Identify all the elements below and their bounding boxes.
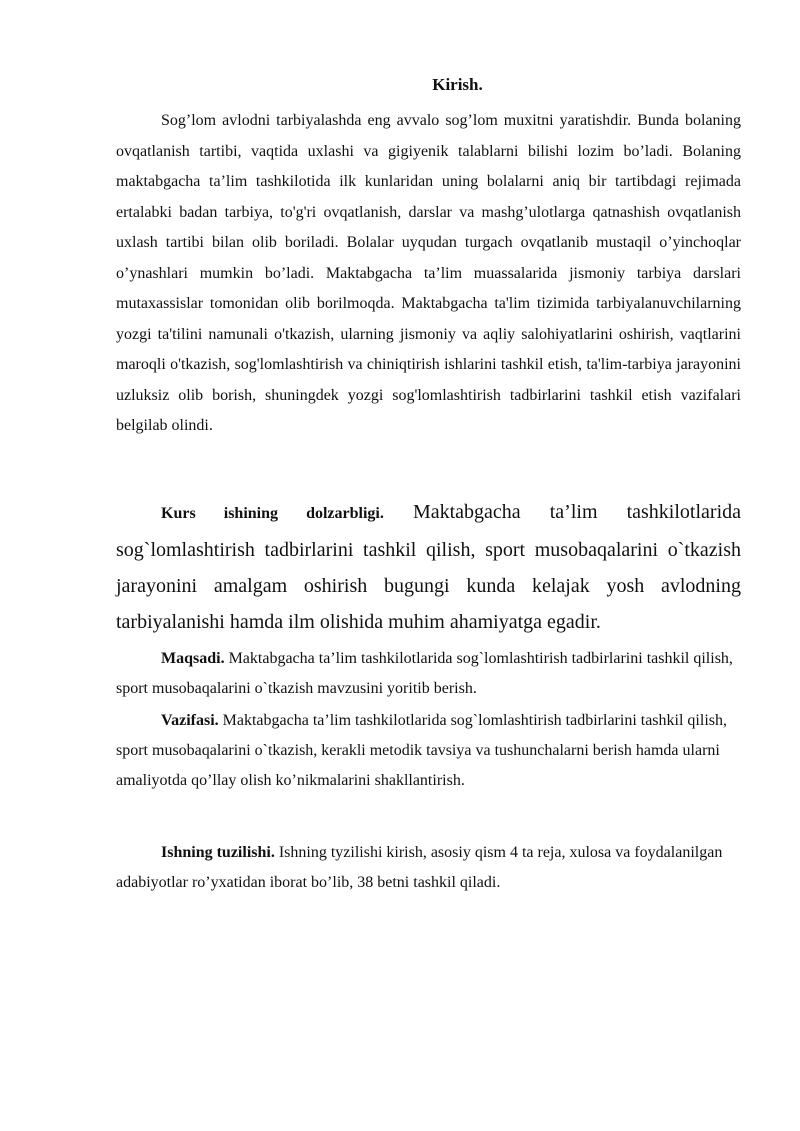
relevance-text: Maktabgacha ta’lim tashkilotlarida sog`lomlashtirish tadbirlarini tashkil qilish, sport musobaqalarini o`tkazish jarayonini amalgam oshirish bugungi kunda kelajak yosh avlodning tarbiyalanishi hamda ilm olishida muhim ahamiyatga egadir. bbox=[116, 501, 742, 633]
goal-paragraph bbox=[116, 644, 741, 704]
tasks-heading: Vazifasi. bbox=[161, 712, 219, 729]
relevance-paragraph bbox=[116, 494, 741, 640]
goal-heading: Maqsadi. bbox=[161, 650, 225, 667]
page-title: Kirish. bbox=[432, 75, 483, 94]
structure-paragraph bbox=[116, 838, 741, 898]
structure-heading: Ishning tuzilishi. bbox=[161, 844, 275, 861]
structure-text: Ishning tyzilishi kirish, asosiy qism 4 ta reja, xulosa va foydalanilgan adabiyotlar ro’yxatidan iborat bo’lib, 38 betni tashkil qiladi. bbox=[116, 844, 723, 891]
tasks-paragraph bbox=[116, 706, 741, 796]
tasks-text: Maktabgacha ta’lim tashkilotlarida sog`lomlashtirish tadbirlarini tashkil qilish, sport musobaqalarini o`tkazish, kerakli metodik tavsiya va tushunchalarni berish hamda ularni amaliyotda qo’llay olish ko’nikmalarini shakllantirish. bbox=[116, 712, 727, 789]
intro-paragraph: Sog’lom avlodni tarbiyalashda eng avvalo sog’lom muxitni yaratishdir. Bunda bolaning ovqatlanish tartibi, vaqtida uxlashi va gigiyenik talablarni bilishi lozim bo’ladi. Bolaning maktabgacha ta’lim tashkilotida ilk kunlaridan uning bolalarni aniq bir tartibdagi rejimada ertalabki badan tarbiya, to'g'ri ovqatlanish, darslar va mashg’ulotlarga qatnashish ovqatlanish uxlash tartibi bilan olib boriladi. Bolalar uyqudan turgach ovqatlanib mustaqil o’yinchoqlar o’ynashlari mumkin bo’ladi. Maktabgacha ta’lim muassalarida jismoniy tarbiya darslari mutaxassislar tomonidan olib borilmoqda. Maktabgacha ta'lim tizimida tarbiyalanuvchilarning yozgi ta'tilini namunali o'tkazish, ularning jismoniy va aqliy salohiyatlarini oshirish, vaqtlarini maroqli o'tkazish, sog'lomlashtirish va chiniqtirish ishlarini tashkil etish, ta'lim-tarbiya jarayonini uzluksiz olib borish, shuningdek yozgi sog'lomlashtirish tadbirlarini tashkil etish vazifalari belgilab olindi. bbox=[116, 112, 741, 434]
relevance-heading: Kurs ishining dolzarbligi. bbox=[161, 505, 384, 522]
goal-text: Maktabgacha ta’lim tashkilotlarida sog`lomlashtirish tadbirlarini tashkil qilish, sport musobaqalarini o`tkazish mavzusini yoritib berish. bbox=[116, 650, 733, 697]
